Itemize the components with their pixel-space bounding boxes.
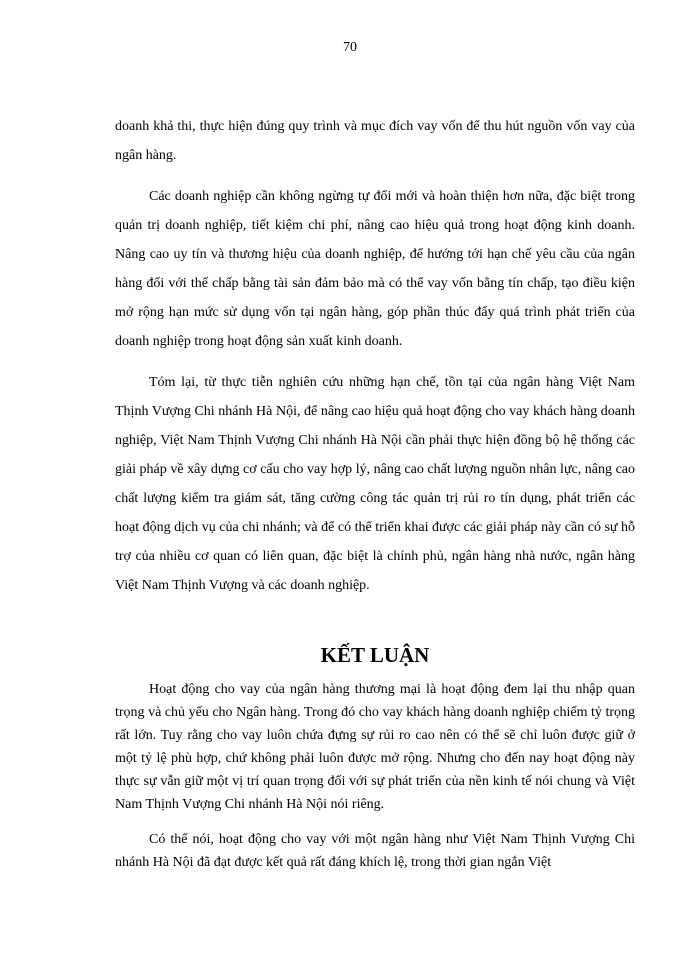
paragraph-continuation: doanh khả thi, thực hiện đúng quy trình và mục đích vay vốn để thu hút nguồn vốn vay của ngân hàng. (115, 119, 635, 163)
paragraph-summary: Tóm lại, từ thực tiễn nghiên cứu những hạn chế, tồn tại của ngân hàng Việt Nam Thịnh Vượng Chi nhánh Hà Nội, để nâng cao hiệu quả hoạt động cho vay khách hàng doanh nghiệp, Việt Nam Thịnh Vượng Chi nhánh Hà Nội cần phải thực hiện đồng bộ hệ thống các giải pháp về xây dựng cơ cấu cho vay hợp lý, nâng cao chất lượng nguồn nhân lực, nâng cao chất lượng kiểm tra giám sát, tăng cường công tác quản trị rủi ro tín dụng, phát triển các hoạt động dịch vụ của chi nhánh; và để có thể triển khai được các giải pháp này cần có sự hỗ trợ của nhiều cơ quan có liên quan, đặc biệt là chính phủ, ngân hàng nhà nước, ngân hàng Việt Nam Thịnh Vượng và các doanh nghiệp. (115, 375, 635, 593)
conclusion-section (115, 678, 635, 874)
document-body (115, 112, 635, 874)
paragraph-enterprises: Các doanh nghiệp cần không ngừng tự đổi mới và hoàn thiện hơn nữa, đặc biệt trong quản trị doanh nghiệp, tiết kiệm chi phí, nâng cao hiệu quả trong hoạt động kinh doanh. Nâng cao uy tín và thương hiệu của doanh nghiệp, để hướng tới hạn chế yêu cầu của ngân hàng đối với thế chấp bằng tài sản đảm bảo mà có thể vay vốn bằng tín chấp, tạo điều kiện mở rộng hạn mức sử dụng vốn tại ngân hàng, góp phần thúc đẩy quá trình phát triển của doanh nghiệp trong hoạt động sản xuất kinh doanh. (115, 189, 635, 349)
conclusion-paragraph-1: Hoạt động cho vay của ngân hàng thương mại là hoạt động đem lại thu nhập quan trọng và chủ yếu cho Ngân hàng. Trong đó cho vay khách hàng doanh nghiệp chiếm tỷ trọng rất lớn. Tuy rằng cho vay luôn chứa đựng sự rủi ro cao nên có thể sẽ chỉ luôn được giữ ở một tỷ lệ phù hợp, chứ không phải luôn được mở rộng. Nhưng cho đến nay hoạt động này thực sự vẫn giữ một vị trí quan trọng đối với sự phát triển của nền kinh tế nói chung và Việt Nam Thịnh Vượng Chi nhánh Hà Nội nói riêng. (115, 682, 635, 812)
conclusion-paragraph-2: Có thể nói, hoạt động cho vay với một ngân hàng như Việt Nam Thịnh Vượng Chi nhánh Hà Nội đã đạt được kết quả rất đáng khích lệ, trong thời gian ngắn Việt (115, 832, 635, 870)
conclusion-heading: KẾT LUẬN (320, 643, 430, 667)
recommendations-section (115, 112, 635, 600)
page-number: 70 (343, 40, 357, 55)
